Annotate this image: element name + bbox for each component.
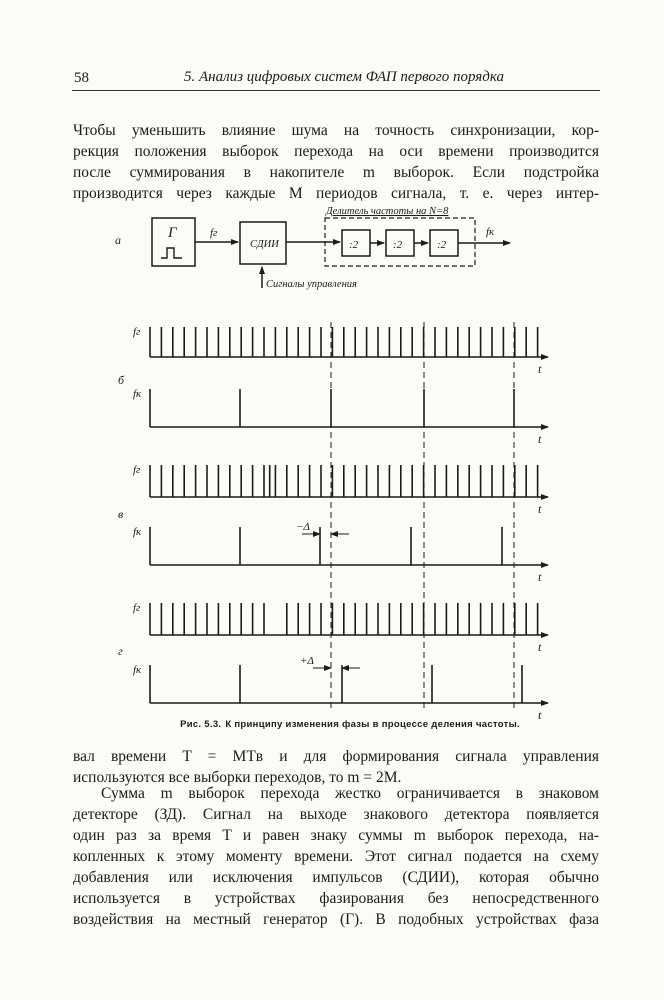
caption-label: Рис. 5.3. [180, 719, 222, 730]
body-paragraph-3 [73, 783, 599, 930]
axis-label-t: t [538, 362, 542, 376]
axis-label-t: t [538, 640, 542, 654]
page-number: 58 [74, 70, 89, 86]
text-line: копленных к этому моменту времени. Этот сигнал подается на схему [73, 848, 599, 865]
signal-label: fг [133, 326, 141, 338]
text-line: используются все выборки переходов, то m = 2M. [73, 769, 402, 786]
signal-label: fк [133, 526, 142, 538]
shift-label: +Δ [300, 655, 314, 667]
text-line: после суммирования в накопителе m выборок. Если подстройка [73, 164, 599, 181]
generator-label: Г [168, 225, 177, 241]
body-paragraph-2 [73, 746, 599, 788]
shift-label: −Δ [296, 521, 310, 533]
panel-label-a: а [115, 233, 121, 247]
generator-output-label: fг [210, 227, 218, 239]
figure-caption [70, 719, 630, 730]
text-line: вал времени T = MTв и для формирования сигнала управления [73, 748, 599, 765]
text-line: добавления или исключения импульсов (СДИИ), которая обычно [73, 869, 599, 886]
timing-diagrams [118, 322, 548, 722]
divider-stage-label: :2 [437, 239, 447, 251]
signal-label: fг [133, 464, 141, 476]
text-line: один раз за время T и равен знаку суммы m выборок перехода, на- [73, 827, 599, 844]
signal-label: fк [133, 388, 142, 400]
sdii-label: СДИИ [250, 239, 279, 250]
text-line: используется в устройствах фазирования без непосредственного [73, 890, 599, 907]
axis-label-t: t [538, 502, 542, 516]
text-line: Сумма m выборок перехода жестко ограничивается в знаковом [101, 785, 599, 802]
axis-label-t: t [538, 570, 542, 584]
text-line: детекторе (ЗД). Сигнал на выходе знакового детектора появляется [73, 806, 599, 823]
text-line: производится через каждые M периодов сигнала, т. е. через интер- [73, 185, 599, 202]
caption-text: К принципу изменения фазы в процессе деления частоты. [225, 719, 520, 730]
signal-label: fк [133, 664, 142, 676]
axis-label-t: t [538, 708, 542, 722]
panel-label: б [118, 373, 125, 387]
panel-label: в [118, 507, 124, 521]
signal-label: fг [133, 602, 141, 614]
text-line: рекция положения выборок перехода на оси времени производится [73, 143, 599, 160]
control-label: Сигналы управления [266, 279, 357, 290]
panel-label: г [118, 644, 123, 658]
divider-stage-label: :2 [393, 239, 403, 251]
text-line: воздействия на местный генератор (Г). В подобных устройствах фаза [73, 911, 599, 928]
block-diagram [115, 206, 510, 290]
text-line: Чтобы уменьшить влияние шума на точность синхронизации, кор- [73, 122, 599, 139]
pulse-icon [161, 248, 182, 258]
divider-stage-label: :2 [349, 239, 359, 251]
axis-label-t: t [538, 432, 542, 446]
divider-output-label: fк [486, 226, 495, 238]
running-title: 5. Анализ цифровых систем ФАП первого порядка [184, 69, 504, 85]
divider-title: Делитель частоты на N=8 [326, 206, 449, 217]
